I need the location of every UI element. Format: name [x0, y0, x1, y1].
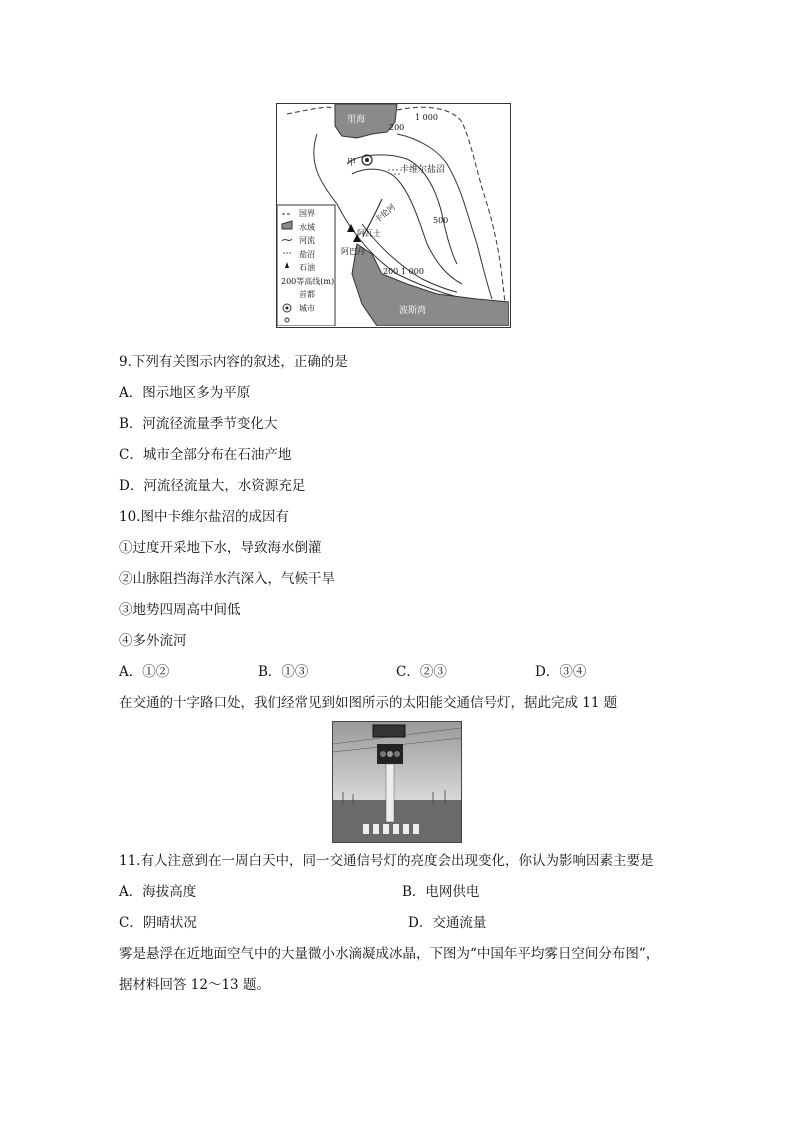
- legend-capital-label: 首都: [299, 290, 315, 299]
- q9-option-a: A．图示地区多为平原: [119, 385, 251, 401]
- label-gulf: 波斯湾: [399, 306, 427, 316]
- q11-stem: 11.有人注意到在一周白天中，同一交通信号灯的亮度会出现变化，你认为影响因素主要是: [119, 853, 654, 869]
- label-contour-200-top: 200: [389, 123, 405, 132]
- intro-q12-line1: 雾是悬浮在近地面空气中的大量微小水滴凝成冰晶，下图为“中国年平均雾日空间分布图”，: [119, 946, 660, 962]
- contour-line-outer: [314, 134, 492, 304]
- legend-border-label: 国界: [299, 209, 315, 218]
- legend-contour-row: [281, 275, 334, 289]
- q10-stem: 10.图中卡维尔盐沼的成因有: [119, 509, 289, 525]
- label-salt-marsh: 卡维尔盐沼: [400, 165, 446, 175]
- label-contour-1000-bottom: 1 000: [401, 267, 424, 276]
- q10-item-4: ④多外流河: [119, 633, 187, 649]
- label-capital: 甲: [347, 158, 357, 168]
- q11-option-b: B．电网供电: [402, 884, 480, 900]
- label-caspian: 里海: [347, 115, 366, 125]
- photo-svg: [333, 722, 461, 842]
- caspian-sea-shape: [335, 104, 397, 138]
- q10-option-c: C．②③: [396, 664, 447, 680]
- label-city1: 阿瓦士: [357, 229, 381, 238]
- q10-option-b: B．①③: [258, 664, 309, 680]
- q10-item-1: ①过度开采地下水，导致海水倒灌: [119, 540, 322, 556]
- label-contour-200-bottom: 200: [383, 267, 399, 276]
- solar-panel: [373, 725, 405, 737]
- legend-river-label: 河流: [299, 236, 315, 245]
- q10-option-d: D．③④: [535, 664, 587, 680]
- label-river: 卡伦河: [372, 202, 398, 225]
- q9-stem: 9.下列有关图示内容的叙述，正确的是: [119, 354, 348, 370]
- traffic-light-photo: [332, 721, 462, 843]
- intro-q11: 在交通的十字路口处，我们经常见到如图所示的太阳能交通信号灯，据此完成 11 题: [119, 695, 618, 711]
- legend-labels: [281, 207, 335, 315]
- q10-item-3: ③地势四周高中间低: [119, 602, 241, 618]
- oil-marker-1: [347, 224, 355, 232]
- legend-contour-prefix: 200: [281, 276, 297, 286]
- q11-option-c: C．阴晴状况: [119, 915, 197, 931]
- q10-item-2: ②山脉阻挡海洋水汽深入，气候干旱: [119, 571, 335, 587]
- legend-city-label: 城市: [299, 303, 315, 313]
- label-city2: 阿巴丹: [341, 247, 365, 256]
- q9-option-b: B．河流径流量季节变化大: [119, 416, 278, 432]
- legend-salt-label: 盐沼: [299, 249, 315, 259]
- intro-q12-line2: 据材料回答 12～13 题。: [119, 977, 270, 993]
- legend-water-label: 水域: [299, 222, 315, 232]
- legend-oil-label: 石油: [299, 263, 315, 272]
- q11-option-d: D．交通流量: [408, 915, 487, 931]
- signal-pole: [386, 764, 394, 822]
- q9-option-d: D．河流径流量大，水资源充足: [119, 478, 306, 494]
- q11-option-a: A．海拔高度: [119, 884, 197, 900]
- iran-map-figure: [276, 103, 511, 328]
- q10-option-a: A．①②: [119, 664, 170, 680]
- q9-option-c: C．城市全部分布在石油产地: [119, 447, 292, 463]
- label-contour-500: 500: [433, 216, 449, 225]
- label-contour-1000-top: 1 000: [415, 113, 438, 122]
- legend-contour-label: 等高线(m): [296, 276, 335, 286]
